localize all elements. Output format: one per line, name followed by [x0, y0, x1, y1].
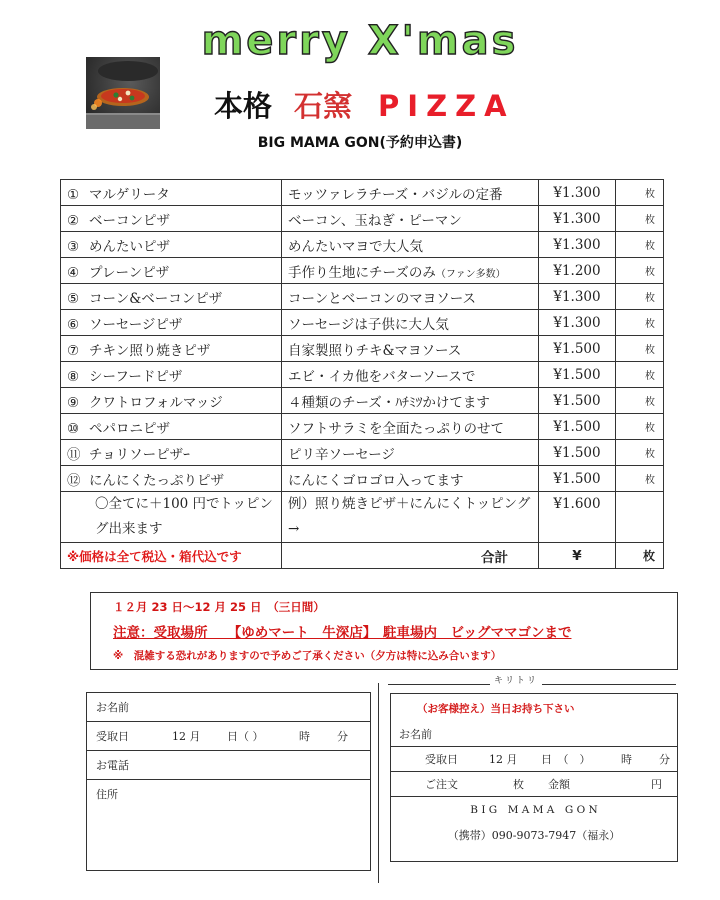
menu-row — [61, 388, 664, 414]
menu-item-desc — [282, 414, 539, 440]
menu-item-desc-note: （ファン多数） — [435, 268, 506, 280]
total-unit[interactable]: 枚 — [616, 543, 664, 569]
notice-place: 注意：受取場所 【ゆめマート 牛深店】 駐車場内 ビッグママゴンまで — [113, 625, 572, 641]
cut-line-vertical — [378, 683, 379, 883]
menu-item-quantity[interactable]: 枚 — [616, 310, 664, 336]
menu-item-number: ⑦ — [67, 342, 80, 359]
copy-contact: （携帯）090-9073-7947（福永） — [447, 829, 621, 842]
menu-row — [61, 336, 664, 362]
menu-item-name — [61, 232, 282, 258]
menu-item-label: にんにくたっぷりピザ — [89, 472, 224, 489]
menu-item-number: ⑩ — [67, 420, 80, 437]
menu-body — [61, 180, 664, 492]
menu-item-quantity[interactable]: 枚 — [616, 414, 664, 440]
menu-item-label: クワトロフォルマッジ — [89, 394, 223, 411]
menu-item-desc — [282, 336, 539, 362]
menu-row — [61, 180, 664, 206]
menu-item-name — [61, 336, 282, 362]
menu-row — [61, 232, 664, 258]
menu-item-label: チキン照り焼きピザ — [89, 342, 211, 359]
menu-item-price: ¥1.300 — [539, 284, 616, 310]
menu-item-quantity[interactable]: 枚 — [616, 258, 664, 284]
date-month: 12 月 — [172, 730, 201, 743]
copy-order-field[interactable] — [391, 772, 677, 797]
menu-item-desc-text: 手作り生地にチーズのみ — [288, 264, 436, 281]
menu-item-name — [61, 414, 282, 440]
xmas-title: merry X'mas — [201, 18, 519, 64]
menu-item-desc — [282, 310, 539, 336]
menu-item-desc — [282, 258, 539, 284]
menu-item-desc-text: にんにくゴロゴロ入ってます — [288, 472, 464, 489]
menu-item-label: ペパロニピザ — [89, 420, 170, 437]
menu-item-name — [61, 388, 282, 414]
menu-item-name — [61, 310, 282, 336]
menu-item-number: ⑥ — [67, 316, 80, 333]
menu-item-desc-text: めんたいマヨで大人気 — [288, 238, 423, 255]
copy-order-unit: 枚 — [513, 778, 524, 791]
phone-label: お電話 — [96, 759, 129, 772]
copy-order-label: ご注文 — [425, 778, 458, 791]
order-form — [86, 692, 371, 871]
menu-item-desc — [282, 206, 539, 232]
title-ishigama: 石窯 — [294, 89, 353, 123]
menu-item-price: ¥1.300 — [539, 180, 616, 206]
menu-item-desc-text: モッツァレラチーズ・バジルの定番 — [288, 186, 503, 203]
notice-dates: １２月 23 日～12 月 25 日 （三日間） — [113, 600, 325, 614]
menu-item-label: めんたいピザ — [89, 238, 170, 255]
date-label: 受取日 — [96, 730, 129, 743]
menu-item-desc — [282, 466, 539, 492]
menu-item-desc — [282, 232, 539, 258]
copy-date-min: 分 — [659, 753, 670, 766]
menu-item-price: ¥1.500 — [539, 336, 616, 362]
menu-item-desc-text: ソーセージは子供に大人気 — [288, 316, 449, 333]
topping-row — [61, 492, 664, 543]
menu-row — [61, 258, 664, 284]
menu-item-price: ¥1.300 — [539, 310, 616, 336]
menu-item-price: ¥1.500 — [539, 388, 616, 414]
copy-name-label: お名前 — [399, 728, 432, 741]
menu-item-desc-text: ソフトサラミを全面たっぷりのせて — [288, 420, 504, 437]
notice-box — [90, 592, 678, 670]
price-note: ※価格は全て税込・箱代込です — [67, 548, 242, 564]
menu-item-number: ⑫ — [67, 472, 81, 489]
menu-item-name — [61, 258, 282, 284]
topping-desc: 例）照り焼きピザ＋にんにくトッピング→ — [282, 492, 539, 543]
menu-item-price: ¥1.500 — [539, 440, 616, 466]
address-label: 住所 — [96, 788, 118, 801]
menu-item-quantity[interactable]: 枚 — [616, 232, 664, 258]
topping-price: ¥1.600 — [539, 492, 616, 543]
menu-item-desc — [282, 180, 539, 206]
menu-item-desc-text: コーンとベーコンのマヨソース — [288, 290, 477, 307]
date-hour: 時 — [299, 730, 310, 743]
pizza-oven-photo — [86, 57, 160, 129]
menu-item-quantity[interactable]: 枚 — [616, 466, 664, 492]
topping-unit — [616, 492, 664, 543]
subtitle: BIG MAMA GON(予約申込書) — [257, 135, 463, 151]
menu-item-label: マルゲリータ — [89, 186, 170, 203]
menu-item-quantity[interactable]: 枚 — [616, 206, 664, 232]
date-day: 日（ ） — [227, 730, 264, 743]
menu-item-number: ⑤ — [67, 290, 80, 307]
menu-item-label: チョリソーピザｰ — [89, 446, 190, 463]
main-title — [214, 84, 515, 125]
menu-item-desc-text: ベーコン、玉ねぎ・ピーマン — [288, 212, 462, 229]
menu-row — [61, 310, 664, 336]
menu-row — [61, 414, 664, 440]
copy-amount-unit: 円 — [651, 778, 662, 791]
menu-item-number: ⑧ — [67, 368, 80, 385]
cut-label: キリトリ — [490, 673, 542, 686]
name-label: お名前 — [96, 701, 129, 714]
menu-item-name — [61, 284, 282, 310]
copy-date-label: 受取日 — [425, 753, 458, 766]
menu-item-name — [61, 466, 282, 492]
menu-item-desc — [282, 362, 539, 388]
menu-item-number: ⑨ — [67, 394, 80, 411]
menu-item-name — [61, 206, 282, 232]
notice-warn: ※ 混雑する恐れがありますので予めご了承ください（夕方は特に込み合います） — [113, 650, 502, 662]
menu-item-number: ① — [67, 186, 80, 203]
address-field[interactable] — [96, 786, 118, 802]
menu-item-desc-text: 自家製照りチキ&マヨソース — [288, 342, 462, 359]
copy-date-month: 12 月 — [489, 753, 518, 766]
menu-item-number: ③ — [67, 238, 80, 255]
menu-item-label: プレーンピザ — [89, 264, 170, 281]
topping-name: 〇全てに＋100 円でトッピング出来ます — [61, 492, 282, 543]
menu-item-price: ¥1.500 — [539, 466, 616, 492]
phone-field[interactable] — [87, 751, 370, 780]
total-row — [61, 543, 664, 569]
menu-item-quantity[interactable]: 枚 — [616, 362, 664, 388]
menu-item-desc — [282, 440, 539, 466]
menu-item-price: ¥1.300 — [539, 232, 616, 258]
menu-item-quantity[interactable]: 枚 — [616, 180, 664, 206]
title-pizza: PIZZA — [378, 89, 515, 123]
menu-item-price: ¥1.200 — [539, 258, 616, 284]
menu-item-quantity[interactable]: 枚 — [616, 388, 664, 414]
copy-amount-label: 金額 — [548, 778, 570, 791]
menu-item-label: シーフードピザ — [89, 368, 183, 385]
menu-row — [61, 466, 664, 492]
copy-notice: （お客様控え）当日お持ち下さい — [417, 703, 575, 715]
menu-item-name — [61, 362, 282, 388]
menu-item-label: ベーコンピザ — [89, 212, 170, 229]
menu-item-quantity[interactable]: 枚 — [616, 336, 664, 362]
menu-item-desc — [282, 284, 539, 310]
menu-item-desc-text: エビ・イカ他をバターソースで — [288, 368, 476, 385]
pickup-date-field[interactable] — [87, 722, 370, 751]
menu-item-number: ④ — [67, 264, 80, 281]
menu-item-number: ⑪ — [67, 446, 81, 463]
menu-item-quantity[interactable]: 枚 — [616, 440, 664, 466]
customer-copy — [390, 693, 678, 862]
menu-item-desc-text: ４種類のチーズ・ﾊﾁﾐﾂかけてます — [288, 394, 490, 411]
menu-row — [61, 206, 664, 232]
menu-item-quantity[interactable]: 枚 — [616, 284, 664, 310]
copy-date-hour: 時 — [621, 753, 632, 766]
menu-item-price: ¥1.500 — [539, 414, 616, 440]
copy-name-field[interactable] — [391, 722, 677, 747]
total-yen[interactable]: ¥ — [539, 543, 616, 569]
copy-notice-wrap — [417, 701, 575, 716]
menu-item-price: ¥1.500 — [539, 362, 616, 388]
copy-date-day: 日 （ ） — [541, 753, 591, 766]
menu-row — [61, 440, 664, 466]
copy-date-field[interactable] — [391, 747, 677, 772]
copy-shop: B I G M A M A G O N — [470, 804, 598, 816]
date-min: 分 — [337, 730, 348, 743]
menu-item-name — [61, 440, 282, 466]
menu-item-label: コーン&ベーコンピザ — [89, 290, 223, 307]
total-label: 合計 — [282, 543, 539, 569]
menu-item-desc-text: ピリ辛ソーセージ — [288, 446, 395, 463]
menu-row — [61, 284, 664, 310]
name-field[interactable] — [87, 693, 370, 722]
menu-item-number: ② — [67, 212, 80, 229]
menu-item-label: ソーセージピザ — [89, 316, 183, 333]
menu-item-name — [61, 180, 282, 206]
title-honkaku: 本格 — [214, 89, 273, 123]
menu-item-price: ¥1.300 — [539, 206, 616, 232]
menu-row — [61, 362, 664, 388]
menu-table — [60, 179, 664, 569]
menu-item-desc — [282, 388, 539, 414]
